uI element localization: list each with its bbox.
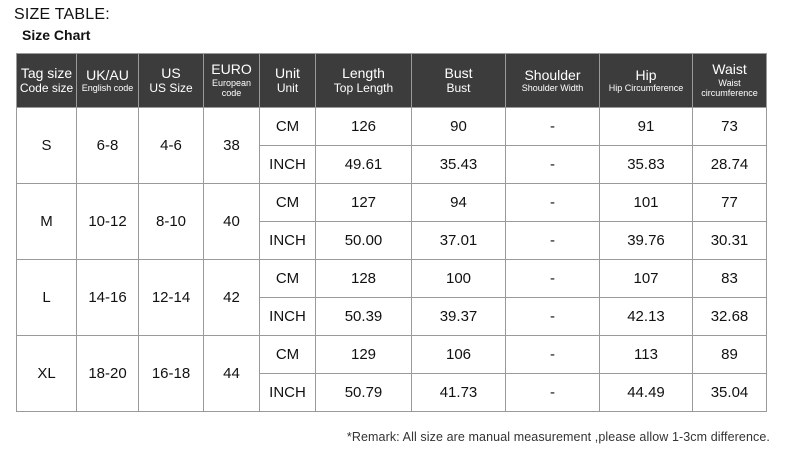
header-sub-label: Waist circumference <box>701 77 758 99</box>
us-size-cell: 12-14 <box>139 260 204 336</box>
header-cell <box>316 54 412 108</box>
waist-cell: 73 <box>693 108 767 146</box>
remark-note: *Remark: All size are manual measurement ,please allow 1-3cm difference. <box>346 430 770 444</box>
header-cell <box>204 54 260 108</box>
header-main-label: Hip <box>635 66 657 83</box>
header-main-label: Length <box>342 65 385 82</box>
bust-cell: 39.37 <box>412 298 506 336</box>
waist-cell: 32.68 <box>693 298 767 336</box>
unit-cell: CM <box>260 108 316 146</box>
length-cell: 126 <box>316 108 412 146</box>
unit-cell: INCH <box>260 298 316 336</box>
hip-cell: 35.83 <box>600 146 693 184</box>
waist-cell: 83 <box>693 260 767 298</box>
waist-cell: 35.04 <box>693 374 767 412</box>
header-cell <box>412 54 506 108</box>
table-row <box>17 336 767 374</box>
uk-size-cell: 18-20 <box>77 336 139 412</box>
length-cell: 127 <box>316 184 412 222</box>
header-main-label: Tag size <box>20 65 73 82</box>
table-row <box>17 184 767 222</box>
size-table <box>16 53 767 412</box>
header-sub-label: Hip Circumference <box>608 83 684 94</box>
shoulder-cell: - <box>506 298 600 336</box>
header-sub-label: Unit <box>276 80 299 95</box>
bust-cell: 90 <box>412 108 506 146</box>
header-cell <box>77 54 139 108</box>
size-chart-subtitle: Size Chart <box>22 27 91 43</box>
length-cell: 50.00 <box>316 222 412 260</box>
shoulder-cell: - <box>506 108 600 146</box>
size-table-title: SIZE TABLE: <box>14 6 110 23</box>
length-cell: 49.61 <box>316 146 412 184</box>
length-cell: 129 <box>316 336 412 374</box>
size-tag-cell: S <box>17 108 77 184</box>
us-size-cell: 8-10 <box>139 184 204 260</box>
table-row <box>17 108 767 146</box>
header-sub-label: US Size <box>149 80 193 95</box>
unit-cell: CM <box>260 184 316 222</box>
header-main-label: Shoulder <box>524 66 581 83</box>
size-tag-cell: L <box>17 260 77 336</box>
header-sub-label: Top Length <box>333 80 394 95</box>
length-cell: 50.39 <box>316 298 412 336</box>
header-main-label: UK/AU <box>86 66 129 83</box>
header-main-label: US <box>161 65 181 82</box>
hip-cell: 113 <box>600 336 693 374</box>
euro-size-cell: 40 <box>204 184 260 260</box>
shoulder-cell: - <box>506 260 600 298</box>
header-cell <box>693 54 767 108</box>
table-body <box>17 108 767 412</box>
header-sub-label: European code <box>211 77 252 99</box>
bust-cell: 37.01 <box>412 222 506 260</box>
euro-size-cell: 38 <box>204 108 260 184</box>
length-cell: 128 <box>316 260 412 298</box>
euro-size-cell: 44 <box>204 336 260 412</box>
bust-cell: 106 <box>412 336 506 374</box>
length-cell: 50.79 <box>316 374 412 412</box>
header-row <box>17 54 767 108</box>
header-sub-label: Bust <box>446 80 471 95</box>
header-main-label: Bust <box>444 65 473 82</box>
header-main-label: EURO <box>211 61 252 78</box>
uk-size-cell: 6-8 <box>77 108 139 184</box>
header-cell <box>600 54 693 108</box>
hip-cell: 39.76 <box>600 222 693 260</box>
table-row <box>17 260 767 298</box>
header-main-label: Unit <box>275 65 300 82</box>
hip-cell: 91 <box>600 108 693 146</box>
bust-cell: 41.73 <box>412 374 506 412</box>
size-tag-cell: M <box>17 184 77 260</box>
header-sub-label: Shoulder Width <box>521 83 584 94</box>
us-size-cell: 16-18 <box>139 336 204 412</box>
bust-cell: 35.43 <box>412 146 506 184</box>
unit-cell: INCH <box>260 222 316 260</box>
header-sub-label: Code size <box>19 80 74 95</box>
shoulder-cell: - <box>506 146 600 184</box>
shoulder-cell: - <box>506 336 600 374</box>
bust-cell: 100 <box>412 260 506 298</box>
bust-cell: 94 <box>412 184 506 222</box>
header-cell <box>139 54 204 108</box>
hip-cell: 101 <box>600 184 693 222</box>
shoulder-cell: - <box>506 222 600 260</box>
header-cell <box>17 54 77 108</box>
shoulder-cell: - <box>506 374 600 412</box>
header-cell <box>506 54 600 108</box>
us-size-cell: 4-6 <box>139 108 204 184</box>
header-sub-label: English code <box>81 83 134 94</box>
shoulder-cell: - <box>506 184 600 222</box>
unit-cell: INCH <box>260 374 316 412</box>
uk-size-cell: 14-16 <box>77 260 139 336</box>
unit-cell: CM <box>260 260 316 298</box>
unit-cell: CM <box>260 336 316 374</box>
waist-cell: 89 <box>693 336 767 374</box>
waist-cell: 28.74 <box>693 146 767 184</box>
header-cell <box>260 54 316 108</box>
waist-cell: 30.31 <box>693 222 767 260</box>
header-main-label: Waist <box>712 61 747 78</box>
size-tag-cell: XL <box>17 336 77 412</box>
uk-size-cell: 10-12 <box>77 184 139 260</box>
hip-cell: 42.13 <box>600 298 693 336</box>
waist-cell: 77 <box>693 184 767 222</box>
unit-cell: INCH <box>260 146 316 184</box>
euro-size-cell: 42 <box>204 260 260 336</box>
hip-cell: 44.49 <box>600 374 693 412</box>
hip-cell: 107 <box>600 260 693 298</box>
